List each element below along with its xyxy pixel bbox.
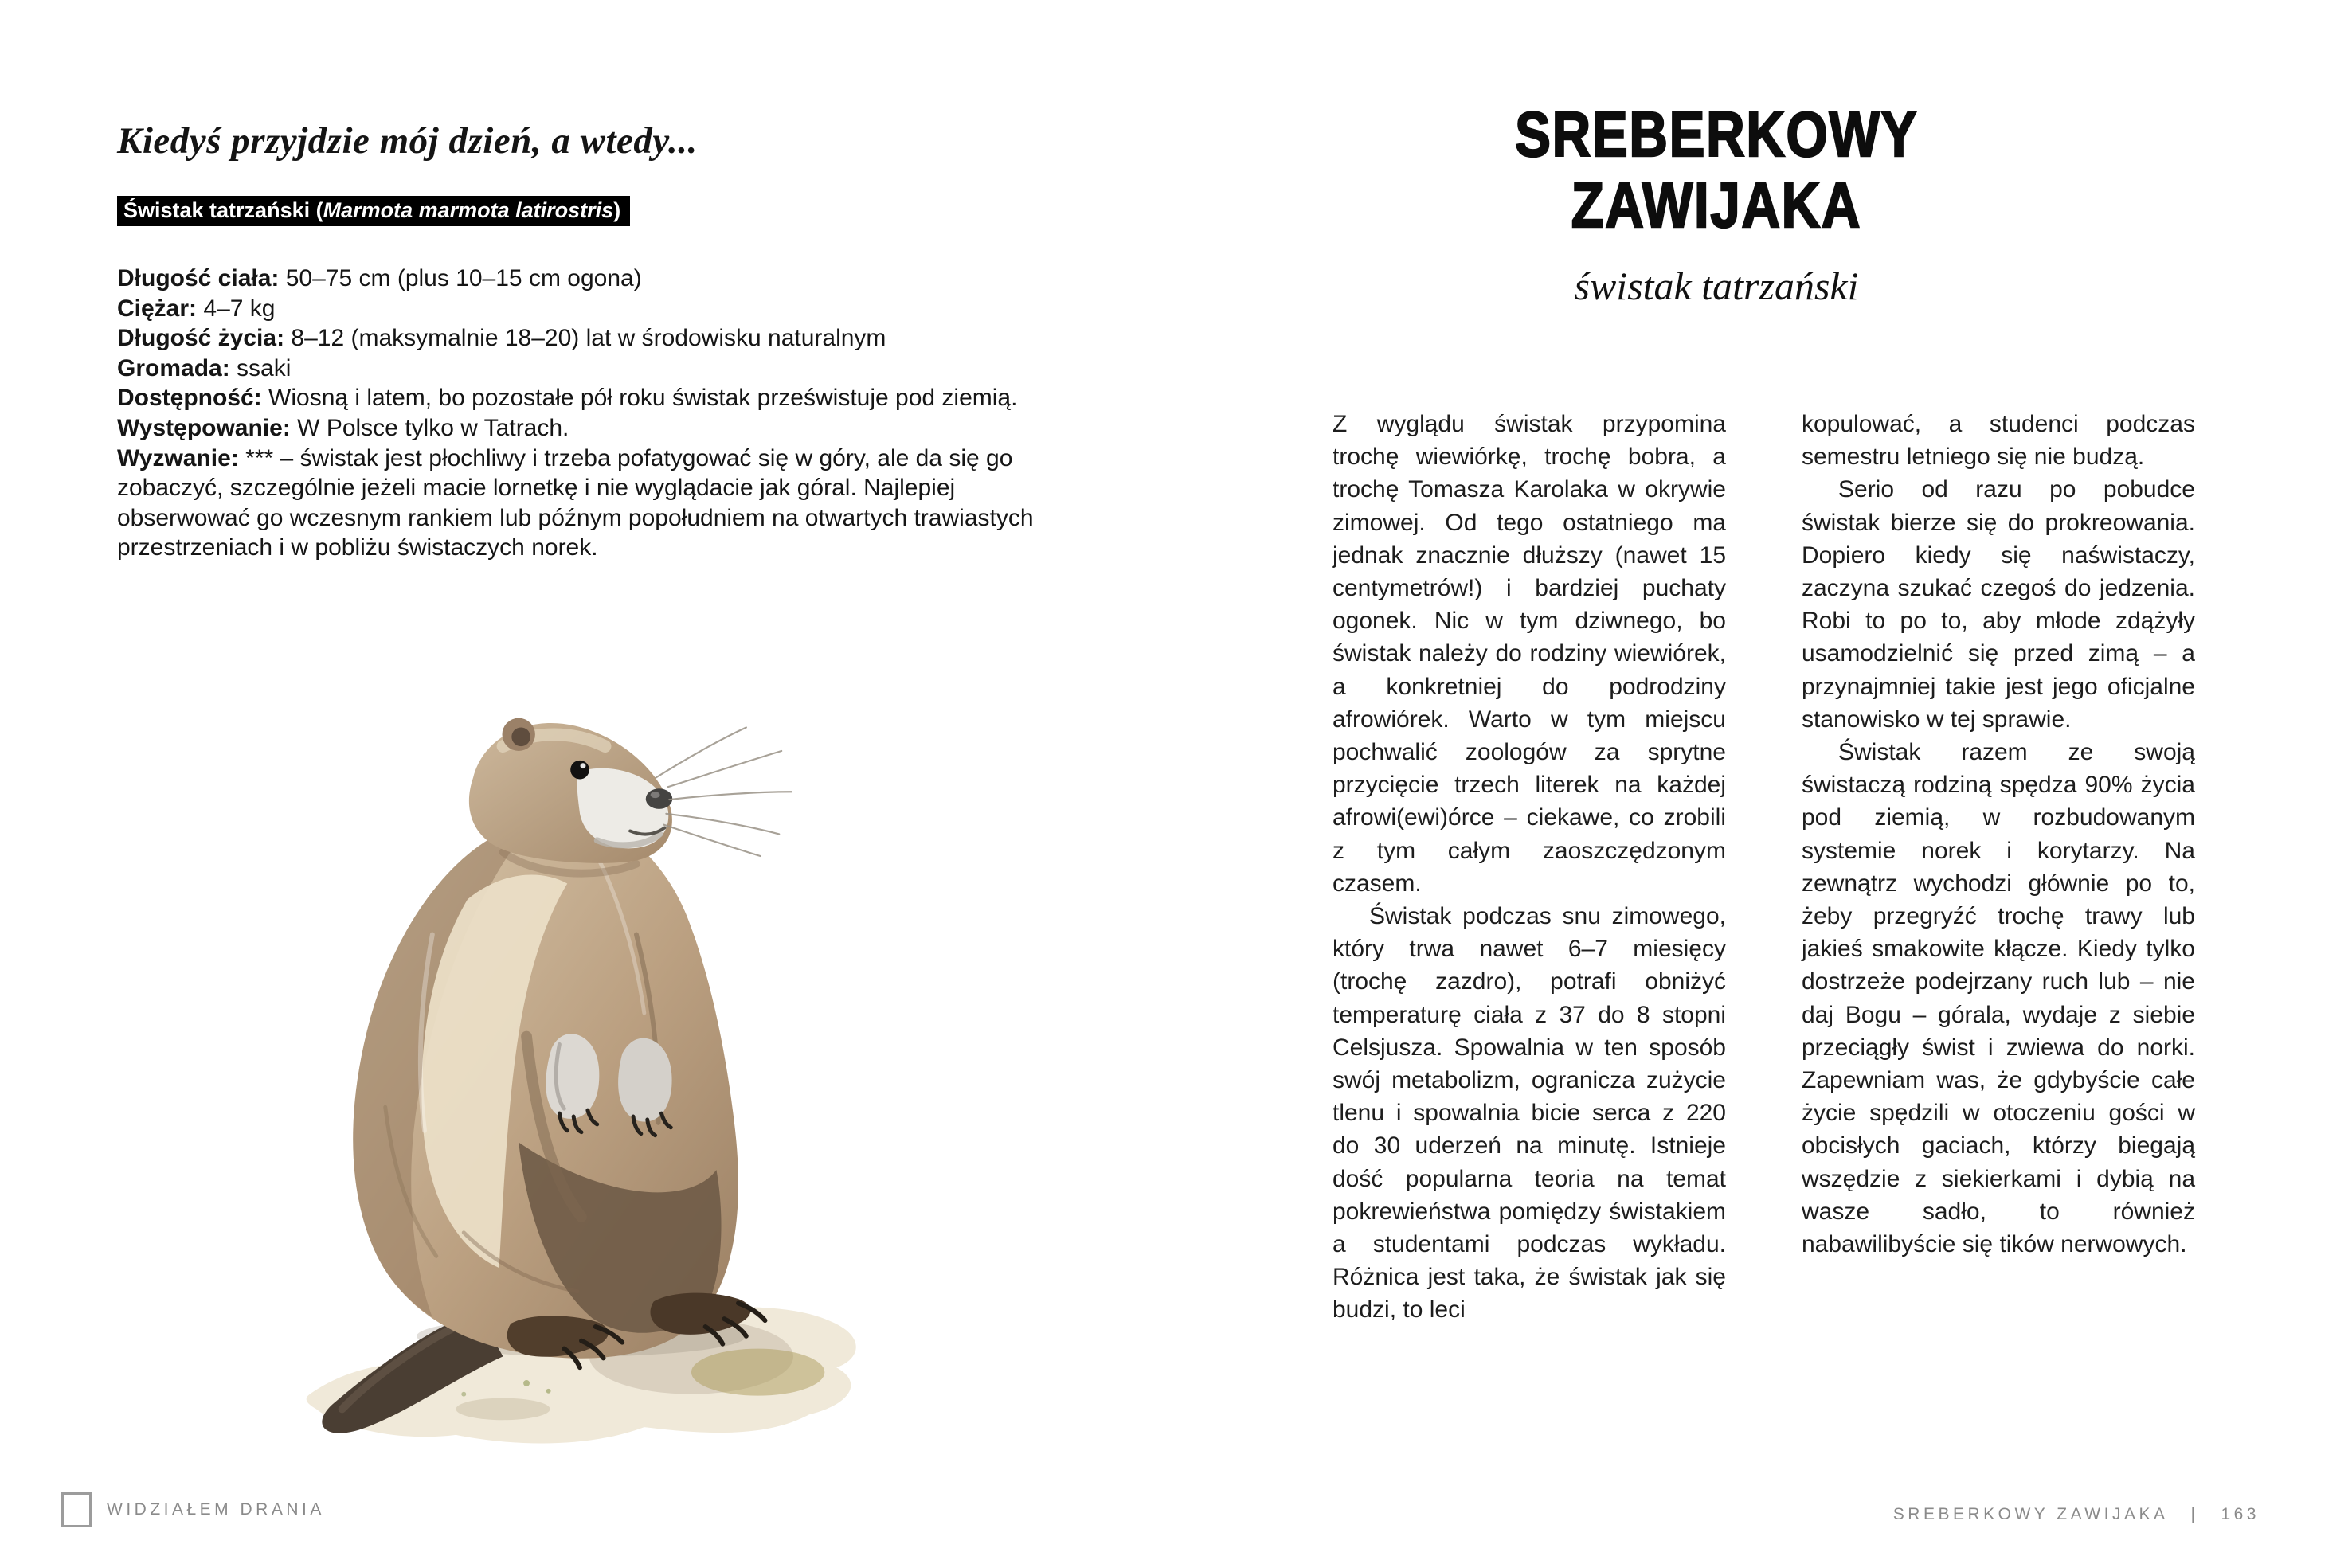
fact-row	[117, 294, 1049, 324]
body-paragraph: Z wyglądu świstak przypomina trochę wiewiórkę, trochę bobra, a trochę Tomasza Karolaka w okrywie zimowej. Od tego ostatniego ma jednak znacznie dłuższy (nawet 15 centymetrów!) i bardziej puchaty ogonek. Nic w tym dziwnego, bo świstak należy do rodziny wiewiórek, a konkretniej do podrodziny afrowiórek. Warto w tym miejscu pochwalić zoologów za sprytne przycięcie trzech literek na każdej afrowi(ewi)órce – ciekawe, co zrobili z tym całym zaoszczędzonym czasem.	[1333, 411, 1726, 897]
text-column-1	[1333, 408, 1726, 1327]
chapter-title-line2: ZAWIJAKA	[1571, 170, 1862, 240]
footer-right	[1893, 1505, 2260, 1524]
body-paragraph: Świstak razem ze swoją świstaczą rodziną spędza 90% życia pod ziemią, w rozbudowanym systemie norek i korytarzy. Na zewnątrz wychodzi głównie po to, żeby przegryźć trochę trawy lub jakieś smakowite kłącze. Kiedy tylko dostrzeże podejrzany ruch lub – nie daj Bogu – górala, wydaje z siebie przeciągły świst i zwiewa do norki. Zapewniam was, że gdybyście całe życie spędzili w otoczeniu gości w obcisłych gaciach, którzy biegają wszędzie z siekierkami i dybią na wasze sadło, to również nabawilibyście się tików nerwowych.	[1802, 739, 2195, 1258]
fact-label: Ciężar:	[117, 295, 198, 322]
fact-value: ssaki	[229, 354, 292, 381]
fact-label: Występowanie:	[117, 414, 291, 441]
fact-value: 50–75 cm (plus 10–15 cm ogona)	[279, 265, 642, 291]
fact-sheet	[117, 264, 1049, 563]
chapter-title	[1390, 99, 2043, 240]
chapter-title-line1: SREBERKOWY	[1515, 99, 1918, 170]
fact-value: W Polsce tylko w Tatrach.	[290, 414, 569, 441]
fact-label: Wyzwanie:	[117, 444, 239, 471]
fact-value: 8–12 (maksymalnie 18–20) lat w środowisku naturalnym	[284, 325, 886, 352]
body-paragraph: kopulować, a studenci podczas semestru letniego się nie budzą.	[1802, 411, 2195, 471]
fact-label: Dostępność:	[117, 385, 262, 412]
species-label-suffix: )	[613, 198, 621, 222]
text-column-2	[1802, 408, 2195, 1261]
footer-separator: |	[2190, 1505, 2199, 1523]
species-label-bar	[117, 196, 630, 226]
fact-value: 4–7 kg	[197, 295, 276, 322]
fact-row	[117, 323, 1049, 354]
seen-it-checkbox[interactable]	[61, 1492, 92, 1527]
fact-label: Długość ciała:	[117, 265, 280, 291]
body-paragraph: Serio od razu po pobudce świstak bierze się do prokreowania. Dopiero kiedy się naświstaczy, zaczyna szukać czegoś do jedzenia. Robi to po to, aby młode zdążyły usamodzielnić się przed zimą – a przynajmniej takie jest jego oficjalne stanowisko w tej sprawie.	[1802, 476, 2195, 733]
species-label-prefix: Świstak tatrzański (	[123, 198, 323, 222]
chapter-subtitle: świstak tatrzański	[1574, 264, 1859, 308]
species-latin-name: Marmota marmota latirostris	[323, 198, 614, 222]
fact-value: *** – świstak jest płochliwy i trzeba pofatygować się w góry, ale da się go zobaczyć, szczególnie jeżeli macie lornetkę i nie wyglądacie jak góral. Najlepiej obserwować go wczesnym rankiem lub późnym popołudniem na otwartych trawiastych przestrzeniach i w pobliżu świstaczych norek.	[117, 444, 1034, 561]
fact-row	[117, 444, 1049, 563]
fact-row	[117, 413, 1049, 444]
chapter-quote: Kiedyś przyjdzie mój dzień, a wtedy...	[117, 120, 698, 162]
body-paragraph: Świstak podczas snu zimowego, który trwa nawet 6–7 miesięcy (trochę zazdro), potrafi obniżyć temperaturę ciała z 37 do 8 stopni Celsjusza. Spowalnia w ten sposób swój metabolizm, ogranicza zużycie tlenu i spowalnia bicie serca z 220 do 30 uderzeń na minutę. Istnieje dość popularna teoria na temat pokrewieństwa pomiędzy świstakiem a studentami podczas wykładu. Różnica jest taka, że świstak jak się budzi, to leci	[1333, 903, 1726, 1324]
fact-label: Długość życia:	[117, 325, 285, 352]
fact-row	[117, 354, 1049, 384]
marmot-illustration	[231, 699, 932, 1484]
fact-row	[117, 264, 1049, 294]
seen-it-label: WIDZIAŁEM DRANIA	[107, 1500, 325, 1519]
fact-row	[117, 383, 1049, 413]
page-number: 163	[2221, 1505, 2260, 1523]
footer-left	[61, 1492, 325, 1527]
fact-label: Gromada:	[117, 354, 230, 381]
running-head: SREBERKOWY ZAWIJAKA	[1892, 1505, 2169, 1523]
fact-value: Wiosną i latem, bo pozostałe pół roku świstak prześwistuje pod ziemią.	[261, 385, 1018, 412]
